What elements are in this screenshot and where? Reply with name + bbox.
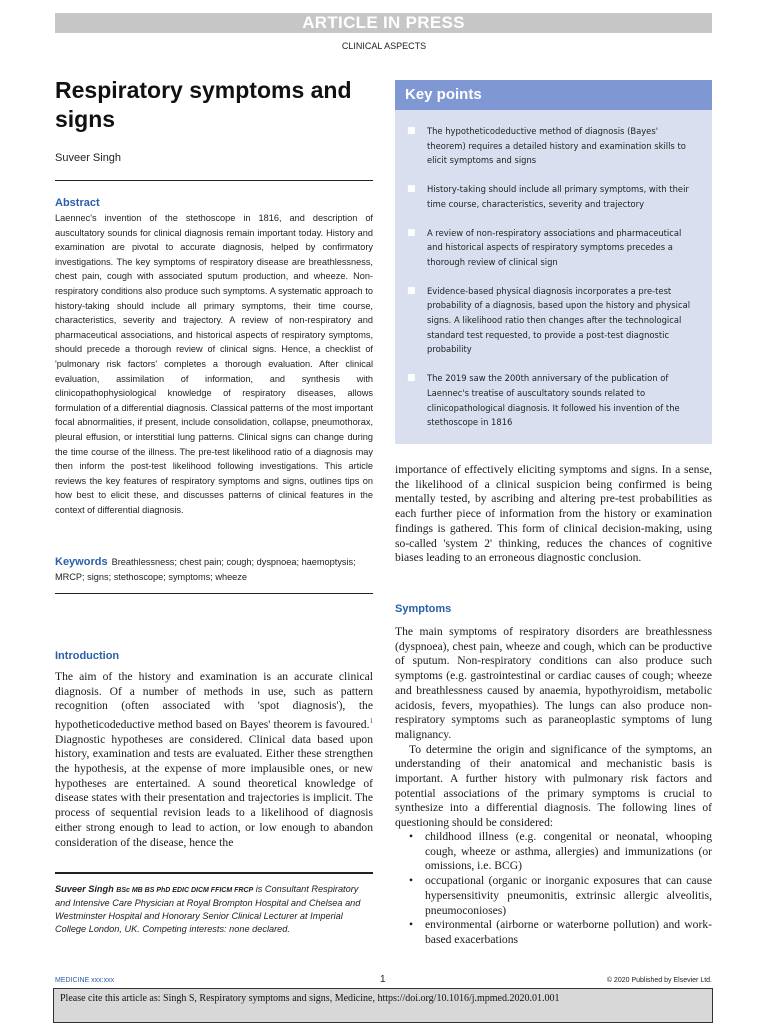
introduction-text: The aim of the history and examination is an accurate clinical diagnosis. Of a number of methods in use, such as pattern recognition (often associated with 'spot diagnosis'), the hypotheticodeductive method based on Bayes' theorem is favoured.$^1$ Diagnostic hypotheses are considered. Clinical data based upon history, examination and tests are evaluated. Either these strengthen the hypothesis, at the expense of more implausible ones, or new hypotheses are entertained. A sound theoretical knowledge of disease states with their presentation and trajectories is implicit. The process of sequential revision leads to a likelihood of diagnosis either strong enough to lead to action, or low enough to abandon consideration of the disease, hence the — [55, 670, 373, 849]
bullet-icon: ■ — [407, 227, 416, 238]
citation-box: Please cite this article as: Singh S, Respiratory symptoms and signs, Medicine, https://doi.org/10.1016/j.mpmed.2020.01.001 — [53, 988, 713, 1023]
key-point-item: ■ The hypotheticodeductive method of diagnosis (Bayes' theorem) requires a detailed history and examination skills to elicit symptoms and signs — [407, 126, 686, 166]
article-in-press-banner: ARTICLE IN PRESS — [55, 13, 712, 33]
abstract-text: Laennec's invention of the stethoscope in 1816, and description of auscultatory sounds for clinical diagnosis remain important today. History and examination are pivotal to accurate diagnosis, helped by confirmatory investigations. The key symptoms of respiratory disease are breathlessness, chest pain, cough with associated sputum production, and wheeze. Non-respiratory conditions also produce such symptoms. A systematic approach to history-taking should include all primary symptoms, their time course, characteristics, severity and trajectory. A review of non-respiratory and pharmaceutical associations, and historical aspects of respiratory symptoms, should precede a thorough review of clinical signs. Hence, a checklist of 'pulmonary risk factors' completes a thorough evaluation. After clinical evaluation, assimilation of information, and synthesis with clinicopathophysiological knowledge of respiratory diseases, allows formulation of a differential diagnosis. Classical patterns of the most important focal abnormalities, if present, include consolidation, collapse, pneumothorax, pleural effusion, or interstitial lung patterns. Clinical signs can change during the time course of the illness. The pre-test likelihood ratio of a diagnosis may then inform the post-test likelihood following investigations. This article reviews the key features of respiratory symptoms and signs, outlines tips on how best to elicit these, and discusses patterns of clinical features in the context of differential diagnosis. — [55, 213, 373, 515]
key-points-box — [395, 80, 712, 444]
bullet-icon: ■ — [407, 373, 416, 384]
author-bio: Suveer Singh BSc MB BS PhD EDIC DICM FFICM FRCP is Consultant Respiratory and Intensive Care Physician at Royal Brompton Hospital and Chelsea and Westminster Hospital and Honorary Senior Clinical Lecturer at Imperial College London, UK. Competing interests: none declared. — [55, 884, 361, 934]
keywords-heading: Keywords — [55, 556, 108, 568]
introduction-continued-text: importance of effectively eliciting symptoms and signs. In a sense, the likelihood of a clinical suspicion being confirmed is being mentally tested, by ascribing and altering pre-test probabilities as each further piece of information from the history or examination findings is gathered. This form of clinical decision-making, using so-called 'system 2' thinking, reduces the chances of cognitive biases leading to an erroneous diagnostic conclusion. — [395, 463, 712, 565]
article-title: Respiratory symptoms and signs — [55, 77, 352, 132]
key-point-item: ■ Evidence-based physical diagnosis incorporates a pre-test probability of a diagnosis, based upon the history and physical signs. A likelihood ratio then changes after the technological standard test requested, to provide a post-test diagnostic probability — [407, 285, 691, 355]
bullet-icon: • — [409, 918, 414, 932]
keywords-divider — [55, 593, 373, 594]
key-point-item: ■ History-taking should include all primary symptoms, with their time course, characteristics, severity and trajectory — [407, 184, 689, 209]
section-label: CLINICAL ASPECTS — [341, 41, 427, 51]
key-point-item: ■ A review of non-respiratory associations and pharmaceutical and historical aspects of respiratory symptoms precedes a thorough review of clinical sign — [407, 227, 682, 267]
introduction-heading: Introduction — [55, 650, 120, 662]
copyright-footer: © 2020 Published by Elsevier Ltd. — [606, 977, 712, 984]
key-points-heading: Key points — [395, 80, 712, 110]
symptoms-text — [395, 625, 712, 831]
reference-link[interactable]: 1 — [369, 717, 373, 726]
bullet-icon: ■ — [407, 184, 416, 195]
bullet-icon: ■ — [407, 126, 416, 136]
symptoms-heading: Symptoms — [395, 603, 452, 615]
key-point-item: ■ The 2019 saw the 200th anniversary of the publication of Laennec's treatise of auscultatory sounds related to clinicopathological diagnosis. It followed his invention of the stethoscope in 1816 — [407, 373, 680, 428]
keywords — [55, 555, 373, 584]
bullet-icon: ■ — [407, 285, 416, 296]
list-item: • environmental (airborne or waterborne pollution) and work-based exacerbations — [409, 918, 712, 946]
keywords-text: Breathlessness; chest pain; cough; dyspnoea; haemoptysis; MRCP; signs; stethoscope; symptoms; wheeze — [55, 557, 356, 582]
abstract-heading: Abstract — [55, 197, 100, 209]
author-name: Suveer Singh — [55, 152, 122, 164]
journal-footer[interactable]: MEDICINE xxx:xxx — [55, 977, 115, 984]
bullet-icon: • — [409, 830, 414, 843]
list-item: • occupational (organic or inorganic exposures that can cause hypersensitivity pneumonitis, extrinsic allergic alveolitis, pneumoconioses) — [409, 874, 712, 917]
symptoms-paragraph: The main symptoms of respiratory disorders are breathlessness (dyspnoea), chest pain, wheeze and cough, which can be productive of sputum. Non-respiratory conditions can also produce such symptoms (e.g. gastrointestinal or cardiac causes of cough; wheeze and breathlessness caused by anaemia, hypothyroidism, metabolic acidosis, fevers, myopathies). The lungs can also produce non-respiratory symptoms such as paraneoplastic symptoms of lung malignancy. — [395, 625, 712, 741]
questioning-list — [395, 830, 712, 948]
title-divider — [55, 180, 373, 181]
page-number: 1 — [380, 974, 386, 985]
bullet-icon: • — [409, 874, 414, 888]
key-points-list — [395, 124, 712, 444]
bio-divider — [55, 872, 373, 874]
symptoms-paragraph: To determine the origin and significance of the symptoms, an understanding of their anatomical and mechanistic basis is important. A further history with pulmonary risk factors and potential associations of the primary symptoms is crucial to synthesize into a differential diagnosis. The following lines of questioning should be considered: — [395, 742, 712, 830]
list-item: • childhood illness (e.g. congenital or neonatal, whooping cough, wheeze or asthma, allergies) and immunizations (or omissions, i.e. BCG) — [409, 830, 712, 873]
